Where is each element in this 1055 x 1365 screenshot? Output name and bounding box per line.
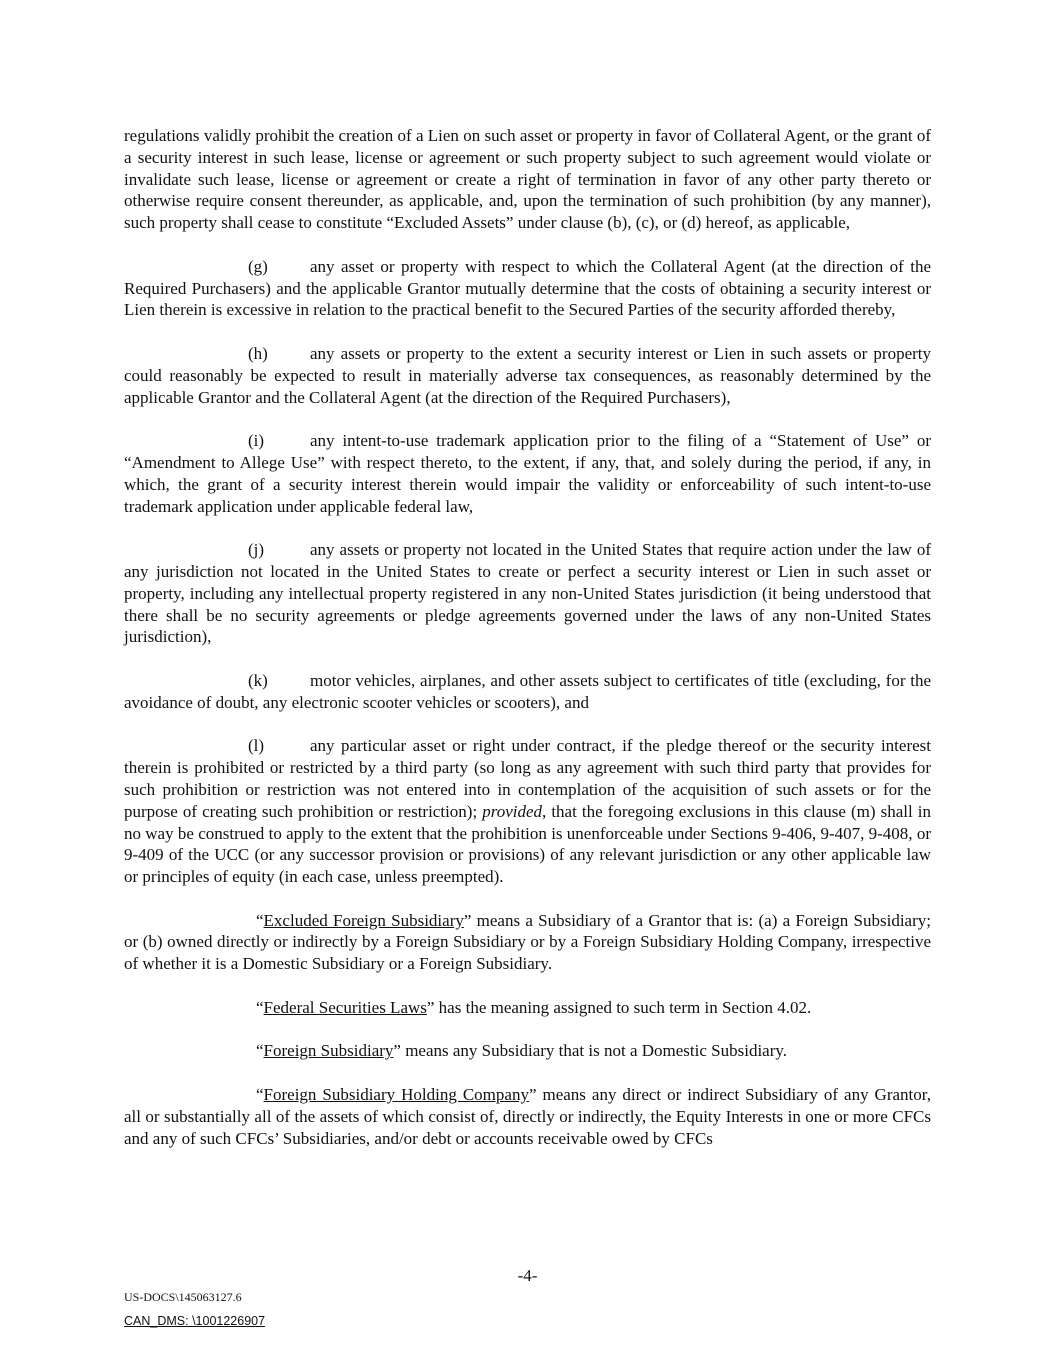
clause-text: any assets or property to the extent a security interest or Lien in such assets or property could reasonably be expected to result in materially adverse tax consequences, as reasonably determined by the applicable Grantor and the Collateral Agent (at the direction of the Required Purchasers),	[124, 343, 931, 407]
clause-k	[124, 670, 931, 714]
clause-l	[124, 735, 931, 888]
clause-text: any intent-to-use trademark application prior to the filing of a “Statement of Use” or “Amendment to Allege Use” with respect thereto, to the extent, if any, that, and solely during the period, if any, in which, the grant of a security interest therein would impair the validity or enforceability of such intent-to-use trademark application under applicable federal law,	[124, 431, 931, 516]
definition-text: ” means any Subsidiary that is not a Domestic Subsidiary.	[393, 1041, 788, 1061]
definition-text: ” has the meaning assigned to such term in Section 4.02.	[426, 997, 812, 1017]
clause-i	[124, 430, 931, 517]
clause-marker: (k)	[248, 670, 268, 690]
footer-doc-id: US-DOCS\145063127.6	[124, 1290, 242, 1304]
defined-term: Federal Securities Laws	[263, 997, 427, 1017]
defined-term: Excluded Foreign Subsidiary	[263, 910, 464, 930]
defined-term: Foreign Subsidiary	[263, 1041, 394, 1061]
document-body	[124, 125, 931, 1171]
clause-g	[124, 256, 931, 321]
defined-term: Foreign Subsidiary Holding Company	[263, 1085, 529, 1105]
open-quote: “	[256, 997, 264, 1017]
clause-marker: (h)	[248, 343, 268, 363]
clause-marker: (l)	[248, 736, 265, 756]
clause-marker: (i)	[248, 431, 265, 451]
footer-dms-id: CAN_DMS: \1001226907	[124, 1314, 266, 1328]
intro-paragraph: regulations validly prohibit the creation of a Lien on such asset or property in favor of Collateral Agent, or the grant of a security interest in such lease, license or agreement or such property subject to such agreement would violate or invalidate such lease, license or agreement or create a right of termination in favor of any other party thereto or otherwise require consent thereunder, as applicable, and, upon the termination of such prohibition (by any manner), such property shall cease to constitute “Excluded Assets” under clause (b), (c), or (d) hereof, as applicable,	[124, 126, 931, 233]
open-quote: “	[256, 910, 264, 930]
clause-text-after: , that the foregoing exclusions in this clause (m) shall in no way be construed to apply to the extent that the prohibition is unenforceable under Sections 9-406, 9-407, 9-408, or 9-409 of the UCC (or any successor provision or provisions) of any relevant jurisdiction or any other applicable law or principles of equity (in each case, unless preempted).	[124, 801, 931, 887]
clause-text: motor vehicles, airplanes, and other assets subject to certificates of title (excluding, for the avoidance of doubt, any electronic scooter vehicles or scooters), and	[124, 670, 931, 712]
clause-j	[124, 539, 931, 648]
clause-h	[124, 343, 931, 408]
definition-excluded-foreign-subsidiary	[124, 910, 931, 975]
definition-text: ” means any direct or indirect Subsidiary of any Grantor, all or substantially all of the assets of which consist of, directly or indirectly, the Equity Interests in one or more CFCs and any of such CFCs’ Subsidiaries, and/or debt or accounts receivable owed by CFCs	[124, 1085, 931, 1148]
definition-text: ” means a Subsidiary of a Grantor that is: (a) a Foreign Subsidiary; or (b) owned directly or indirectly by a Foreign Subsidiary or by a Foreign Subsidiary Holding Company, irrespective of whether it is a Domestic Subsidiary or a Foreign Subsidiary.	[124, 910, 931, 974]
clause-text: any assets or property not located in the United States that require action under the law of any jurisdiction not located in the United States to create or perfect a security interest or Lien in such asset or property, including any intellectual property registered in any non-United States jurisdiction (it being understood that there shall be no security agreements or pledge agreements governed under the laws of any non-United States jurisdiction),	[124, 540, 931, 647]
definition-foreign-subsidiary-holding-company	[124, 1084, 931, 1149]
clause-marker: (j)	[248, 540, 265, 560]
open-quote: “	[256, 1041, 264, 1061]
definition-foreign-subsidiary	[124, 1040, 931, 1062]
clause-marker: (g)	[248, 256, 268, 276]
definition-federal-securities-laws	[124, 997, 931, 1019]
clause-text-before: any particular asset or right under contract, if the pledge thereof or the security interest therein is prohibited or restricted by a third party (so long as any agreement with such third party that provides for such prohibition or restriction was not entered into in contemplation of the acquisition of such assets or for the purpose of creating such prohibition or restriction);	[124, 736, 931, 821]
clause-emphasis: provided	[482, 801, 543, 821]
clause-text: any asset or property with respect to which the Collateral Agent (at the direction of the Required Purchasers) and the applicable Grantor mutually determine that the costs of obtaining a security interest or Lien therein is excessive in relation to the practical benefit to the Secured Parties of the security afforded thereby,	[124, 256, 931, 320]
open-quote: “	[256, 1085, 264, 1105]
page-number: -4-	[517, 1266, 538, 1285]
